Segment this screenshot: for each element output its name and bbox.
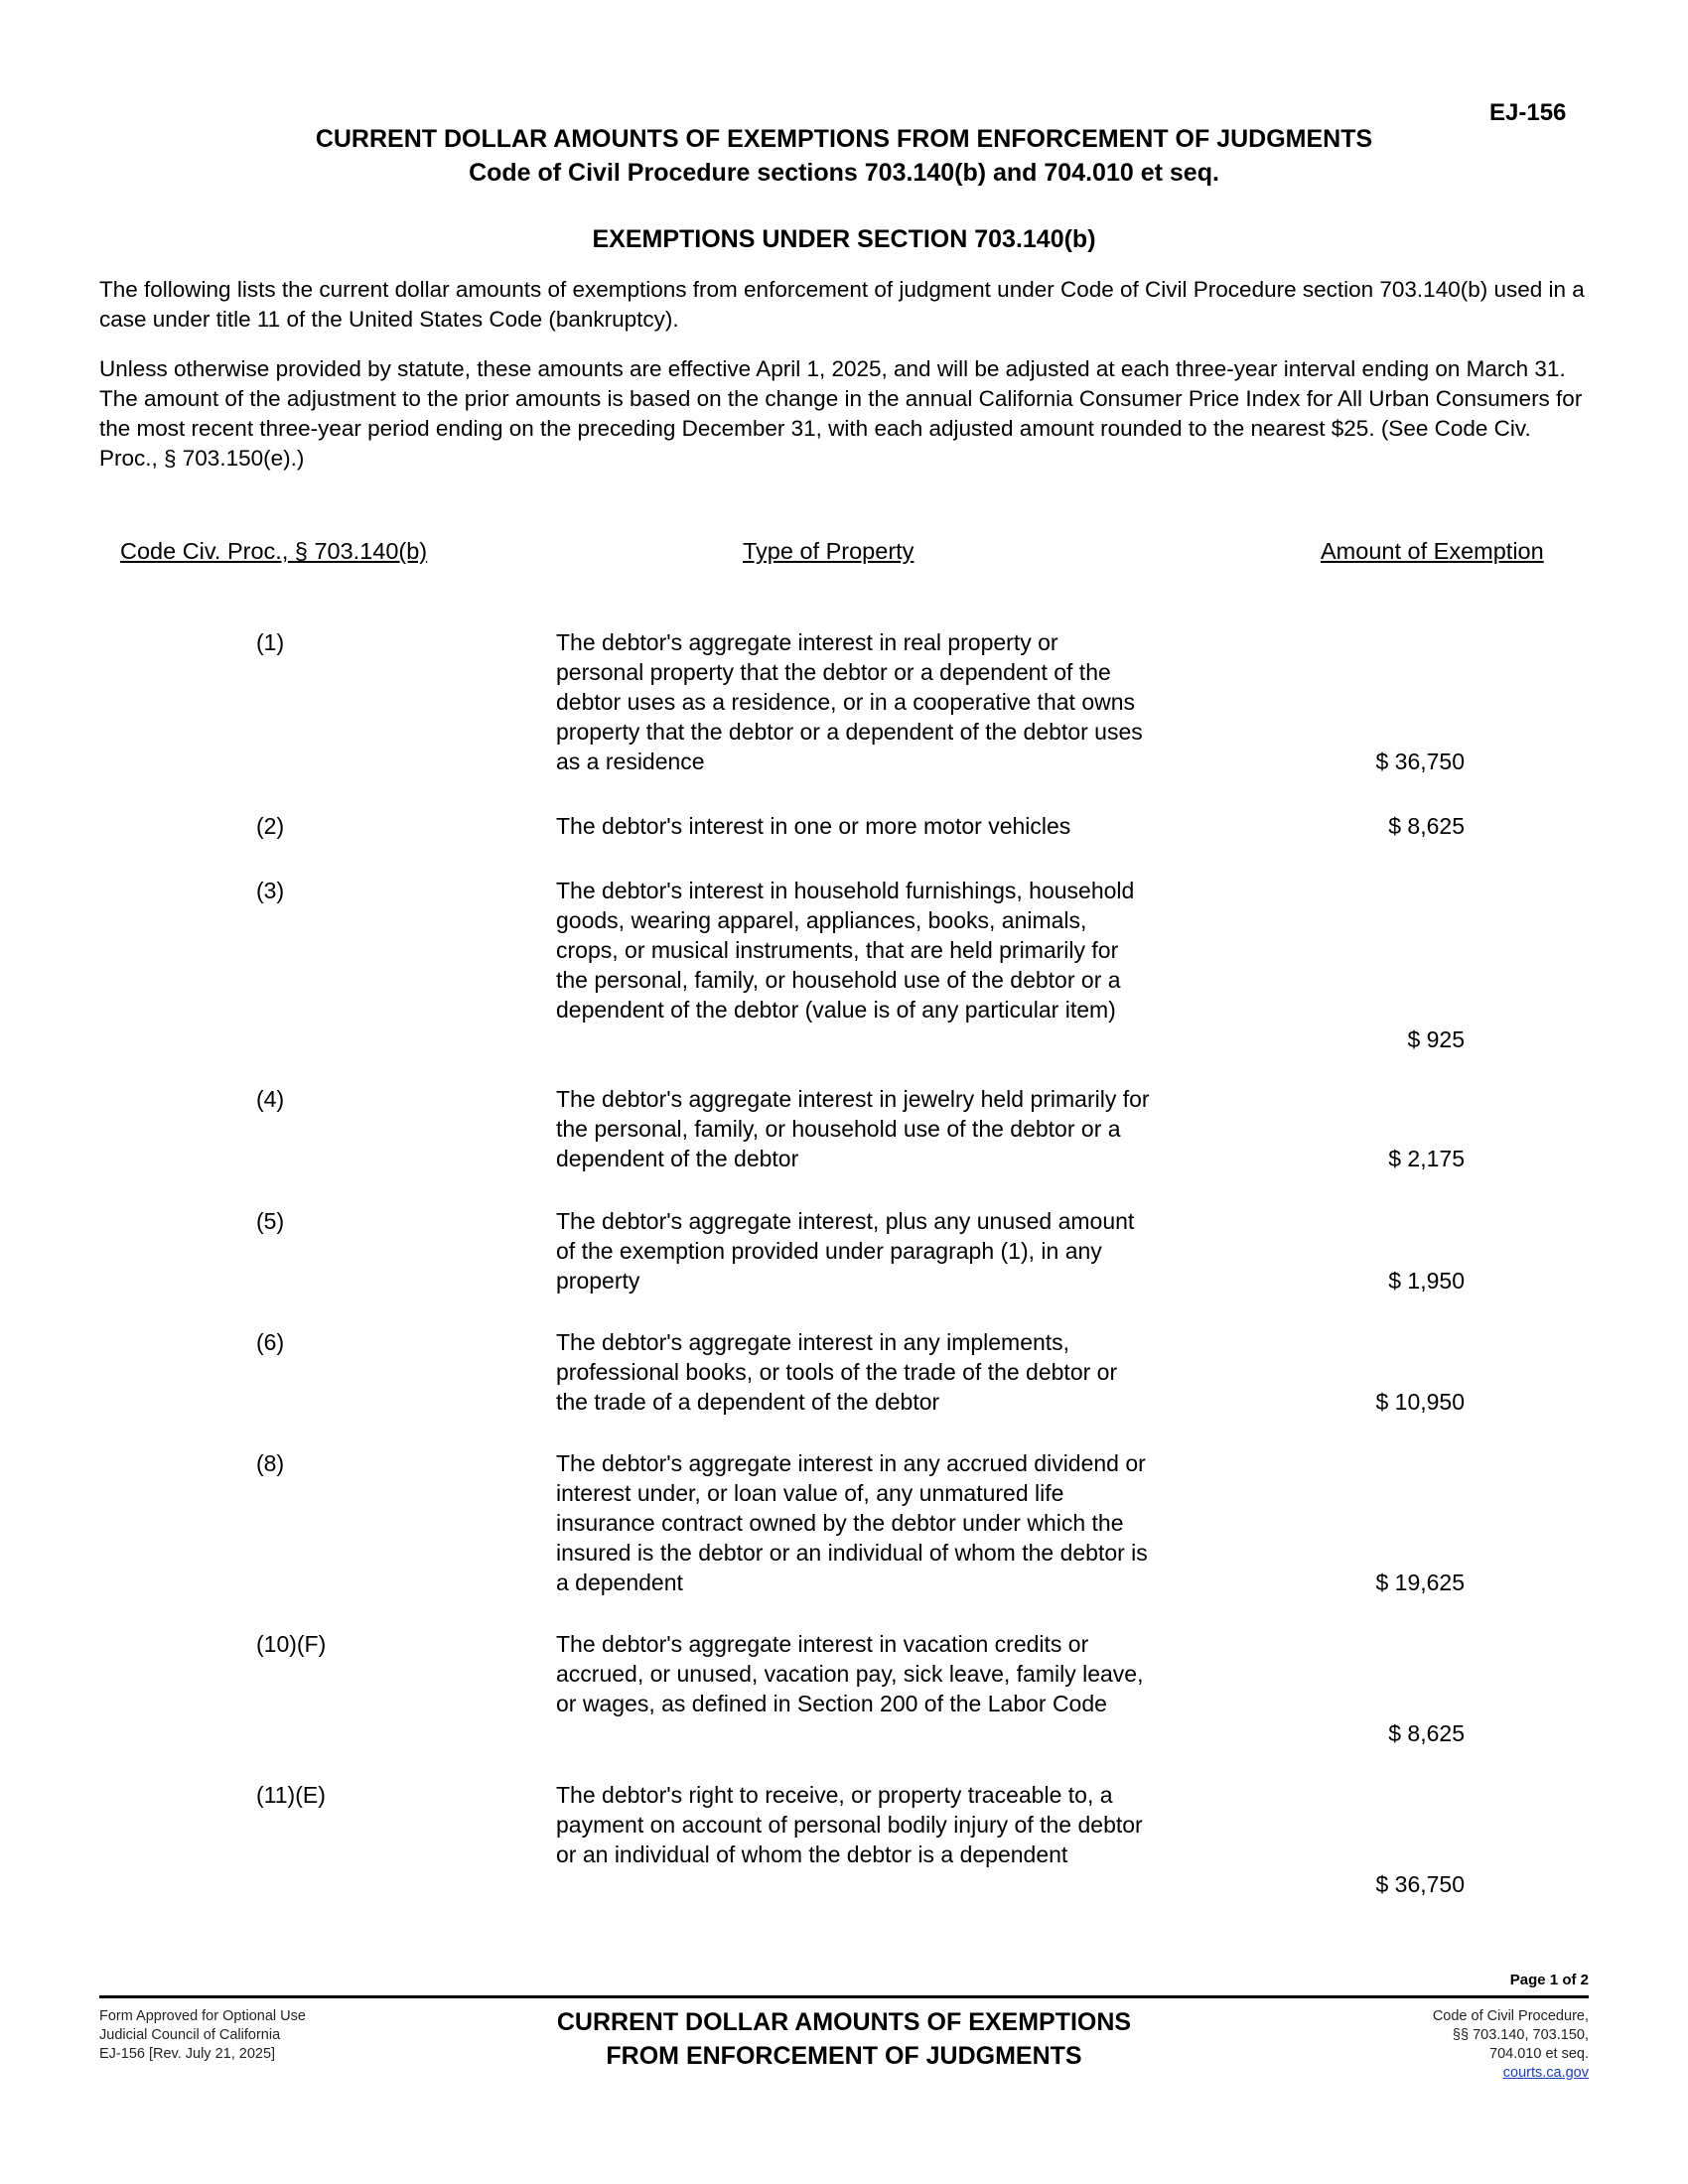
- column-header-code: Code Civ. Proc., § 703.140(b): [120, 538, 428, 564]
- footer-left-line: Judicial Council of California: [99, 2027, 281, 2043]
- row-code: (1): [256, 629, 285, 655]
- table-row: [0, 876, 1688, 1054]
- column-header-type: Type of Property: [743, 538, 914, 564]
- document-subtitle: Code of Civil Procedure sections 703.140(b) and 704.010 et seq.: [469, 159, 1219, 187]
- row-description: The debtor's right to receive, or property traceable to, a payment on account of personal bodily injury of the debtor or an individual of whom the debtor is a dependent: [556, 1782, 1143, 1867]
- row-code: (2): [256, 813, 285, 839]
- table-row: [0, 1780, 1688, 1899]
- row-code: (8): [256, 1450, 285, 1476]
- row-code: (11)(E): [256, 1782, 326, 1808]
- row-description: The debtor's aggregate interest in any accrued dividend or interest under, or loan value of, any unmatured life insurance contract owned by the debtor under which the insured is the debtor or an individual of whom the debtor is a dependent: [556, 1450, 1148, 1595]
- row-description: The debtor's aggregate interest, plus any unused amount of the exemption provided under paragraph (1), in any property: [556, 1208, 1135, 1294]
- row-code: (6): [256, 1329, 285, 1355]
- table-row: [0, 1629, 1688, 1748]
- row-description: The debtor's aggregate interest in vacation credits or accrued, or unused, vacation pay, sick leave, family leave, or wages, as defined in Section 200 of the Labor Code: [556, 1631, 1144, 1716]
- form-id: EJ-156: [1489, 99, 1567, 126]
- row-description: The debtor's interest in household furnishings, household goods, wearing apparel, appliances, books, animals, crops, or musical instruments, that are held primarily for the personal, family, or household use of the debtor or a dependent of the debtor (value is of any particular item): [556, 878, 1135, 1023]
- row-amount: $ 8,625: [1388, 1720, 1465, 1746]
- intro-paragraph-1: The following lists the current dollar amounts of exemptions from enforcement of judgment under Code of Civil Procedure section 703.140(b) used in a case under title 11 of the United States Code (bankruptcy).: [99, 277, 1585, 332]
- row-amount: $ 36,750: [1375, 749, 1465, 774]
- row-description: The debtor's aggregate interest in any implements, professional books, or tools of the trade of the debtor or the trade of a dependent of the debtor: [556, 1329, 1118, 1415]
- row-description: The debtor's aggregate interest in jewelry held primarily for the personal, family, or household use of the debtor or a dependent of the debtor: [556, 1086, 1150, 1171]
- column-header-amount: Amount of Exemption: [1321, 538, 1544, 564]
- footer-divider: [99, 1995, 1589, 1998]
- footer-right-line: Code of Civil Procedure,: [1432, 2008, 1589, 2024]
- row-amount: $ 8,625: [1388, 813, 1465, 839]
- row-amount: $ 2,175: [1388, 1146, 1465, 1171]
- footer-title-line: FROM ENFORCEMENT OF JUDGMENTS: [606, 2042, 1082, 2070]
- table-row: [0, 1448, 1688, 1597]
- footer-right-line: 704.010 et seq.: [1489, 2046, 1589, 2062]
- row-amount: $ 19,625: [1375, 1570, 1465, 1595]
- courts-website-link[interactable]: courts.ca.gov: [1502, 2065, 1589, 2081]
- footer-title-line: CURRENT DOLLAR AMOUNTS OF EXEMPTIONS: [556, 2008, 1132, 2036]
- row-code: (4): [256, 1086, 285, 1112]
- table-row: [0, 811, 1688, 841]
- table-row: [0, 1084, 1688, 1173]
- row-description: The debtor's interest in one or more motor vehicles: [556, 813, 1071, 839]
- section-heading: EXEMPTIONS UNDER SECTION 703.140(b): [592, 225, 1096, 253]
- footer-right-line: §§ 703.140, 703.150,: [1452, 2027, 1589, 2043]
- footer-citation: [1433, 2007, 1589, 2083]
- row-code: (5): [256, 1208, 285, 1234]
- row-amount: $ 10,950: [1375, 1389, 1465, 1415]
- table-row: [0, 1206, 1688, 1296]
- row-code: (3): [256, 878, 285, 903]
- row-description: The debtor's aggregate interest in real property or personal property that the debtor or a dependent of the debtor uses as a residence, or in a cooperative that owns property that the debtor or a dependent of the debtor uses as a residence: [556, 629, 1143, 774]
- page-number: Page 1 of 2: [1509, 1972, 1589, 1988]
- row-amount: $ 36,750: [1375, 1871, 1465, 1897]
- footer-left-line: EJ-156 [Rev. July 21, 2025]: [99, 2046, 276, 2062]
- document-title: CURRENT DOLLAR AMOUNTS OF EXEMPTIONS FROM ENFORCEMENT OF JUDGMENTS: [315, 125, 1373, 153]
- row-amount: $ 1,950: [1388, 1268, 1465, 1294]
- table-row: [0, 627, 1688, 776]
- footer-left-line: Form Approved for Optional Use: [99, 2008, 306, 2024]
- table-row: [0, 1327, 1688, 1417]
- row-amount: $ 925: [1407, 1026, 1465, 1052]
- intro-paragraph-2: Unless otherwise provided by statute, these amounts are effective April 1, 2025, and will be adjusted at each three-year interval ending on March 31. The amount of the adjustment to the prior amounts is based on the change in the annual California Consumer Price Index for All Urban Consumers for the most recent three-year period ending on the preceding December 31, with each adjusted amount rounded to the nearest $25. (See Code Civ. Proc., § 703.150(e).): [99, 356, 1583, 471]
- row-code: (10)(F): [256, 1631, 327, 1657]
